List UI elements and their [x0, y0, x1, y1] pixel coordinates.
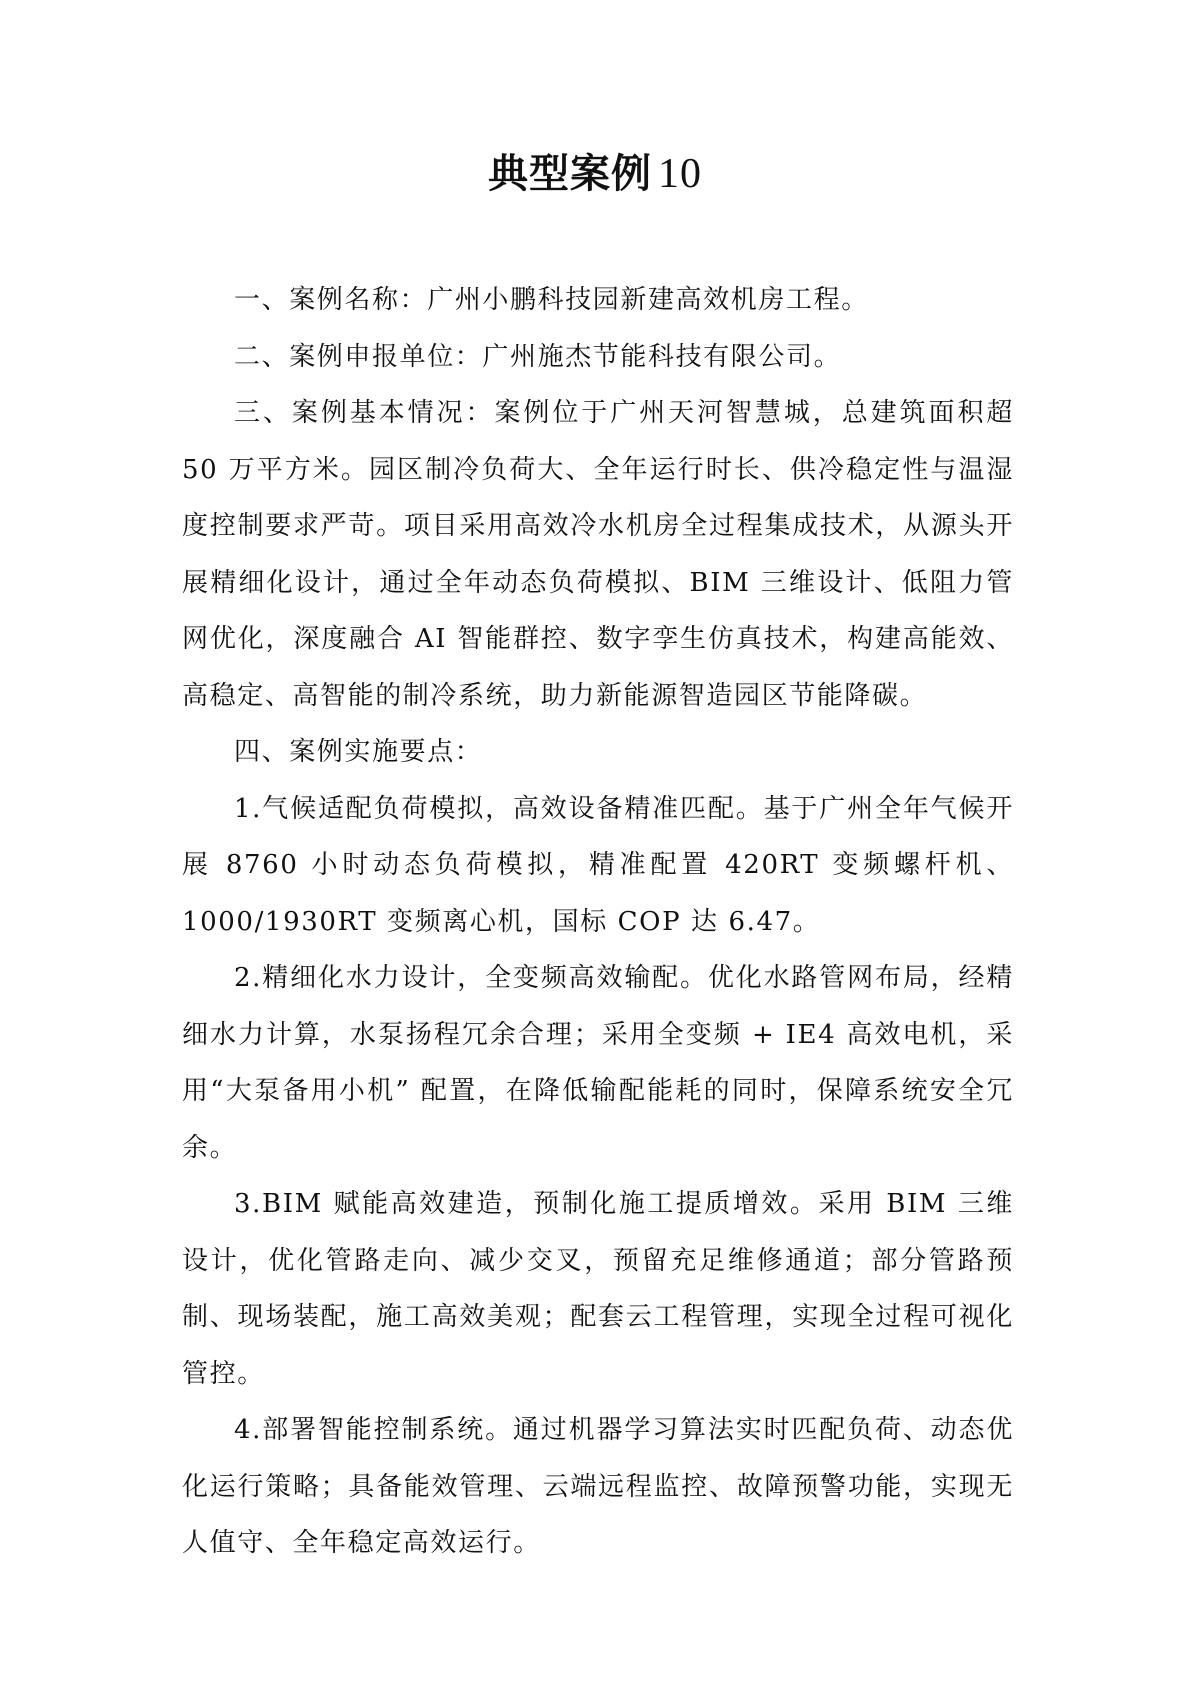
paragraph-point-2: 2.精细化水力设计，全变频高效输配。优化水路管网布局，经精细水力计算，水泵扬程冗余合理；采用全变频 + IE4 高效电机，采用“大泵备用小机” 配置，在降低输配能耗的同时，保障系统安全冗余。: [182, 963, 1014, 1163]
title-number: 10: [658, 151, 702, 197]
paragraph-key-points-heading: 四、案例实施要点：: [234, 737, 483, 767]
title-text: 典型案例: [488, 150, 652, 197]
paragraph-applicant: 二、案例申报单位：广州施杰节能科技有限公司。: [234, 341, 842, 372]
paragraph-point-4: 4.部署智能控制系统。通过机器学习算法实时匹配负荷、动态优化运行策略；具备能效管理、云端远程监控、故障预警功能，实现无人值守、全年稳定高效运行。: [182, 1415, 1014, 1558]
document-body: [182, 272, 1014, 1572]
paragraph-point-3: 3.BIM 赋能高效建造，预制化施工提质增效。采用 BIM 三维设计，优化管路走向、减少交叉，预留充足维修通道；部分管路预制、现场装配，施工高效美观；配套云工程管理，实现全过程可视化管控。: [182, 1189, 1014, 1389]
paragraph-case-name: 一、案例名称：广州小鹏科技园新建高效机房工程。: [234, 285, 869, 315]
paragraph-basic-info: 三、案例基本情况：案例位于广州天河智慧城，总建筑面积超 50 万平方米。园区制冷负荷大、全年运行时长、供冷稳定性与温湿度控制要求严苛。项目采用高效冷水机房全过程集成技术，从源头开展精细化设计，通过全年动态负荷模拟、BIM 三维设计、低阻力管网优化，深度融合 AI 智能群控、数字孪生仿真技术，构建高能效、高稳定、高智能的制冷系统，助力新能源智造园区节能降碳。: [182, 398, 1014, 711]
paragraph-point-1: 1.气候适配负荷模拟，高效设备精准匹配。基于广州全年气候开展 8760 小时动态负荷模拟，精准配置 420RT 变频螺杆机、1000/1930RT 变频离心机，国标 COP 达 6.47。: [182, 793, 1014, 937]
document-title: [0, 148, 1190, 200]
